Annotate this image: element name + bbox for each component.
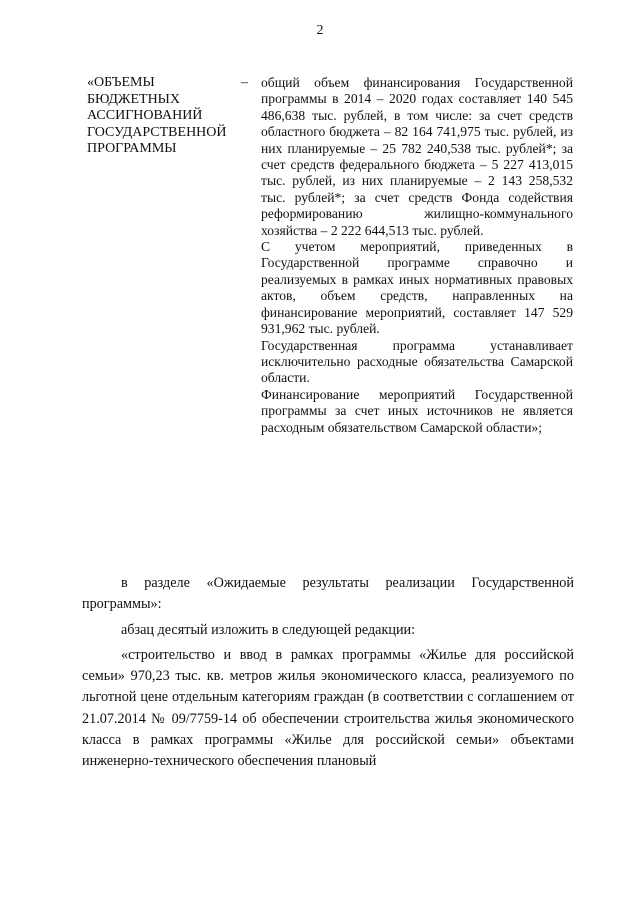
body-paragraph-construction: «строительство и ввод в рамках программы «Жилье для российской семьи» 970,23 тыс. кв. метров жилья экономического класса, реализуемого по льготной цене отдельным категориям граждан (в соответствии с соглашением от 21.07.2014 № 09/7759-14 об обеспечении строительства жилья экономического класса в рамках программы «Жилье для российской семьи» объектами инженерно-технического обеспечения плановый — [82, 646, 574, 770]
page-number: 2 — [316, 23, 324, 38]
body-paragraph-instruction: абзац десятый изложить в следующей редакции: — [121, 621, 416, 638]
body-paragraph-section: в разделе «Ожидаемые результаты реализации Государственной программы»: — [82, 575, 574, 613]
main-body-text — [82, 573, 574, 773]
budget-description — [261, 75, 573, 436]
section-header: «ОБЪЕМЫ БЮДЖЕТНЫХ АССИГНОВАНИЙ ГОСУДАРСТВЕННОЙ ПРОГРАММЫ — [87, 75, 227, 156]
obligations-paragraph: Государственная программа устанавливает исключительно расходные обязательства Самарской области. — [261, 337, 573, 386]
header-dash: – — [241, 75, 248, 90]
other-sources-paragraph: Финансирование мероприятий Государственной программы за счет иных источников не является расходным обязательством Самарской области»; — [261, 386, 573, 435]
reference-measures-paragraph: С учетом мероприятий, приведенных в Государственной программе справочно и реализуемых в рамках иных нормативных правовых актов, объем средств, направленных на финансирование мероприятий, составляет 147 529 931,962 тыс. рублей. — [261, 239, 573, 337]
financing-total-paragraph: общий объем финансирования Государственной программы в 2014 – 2020 годах составляет 140 545 486,638 тыс. рублей, в том числе: за счет средств областного бюджета – 82 164 741,975 тыс. рублей, из них планируемые – 25 782 240,538 тыс. рублей*; за счет средств федерального бюджета – 5 227 413,015 тыс. рублей, из них планируемые – 2 143 258,532 тыс. рублей*; за счет средств Фонда содействия реформированию жилищно-коммунального хозяйства – 2 222 644,513 тыс. рублей. — [261, 75, 573, 238]
